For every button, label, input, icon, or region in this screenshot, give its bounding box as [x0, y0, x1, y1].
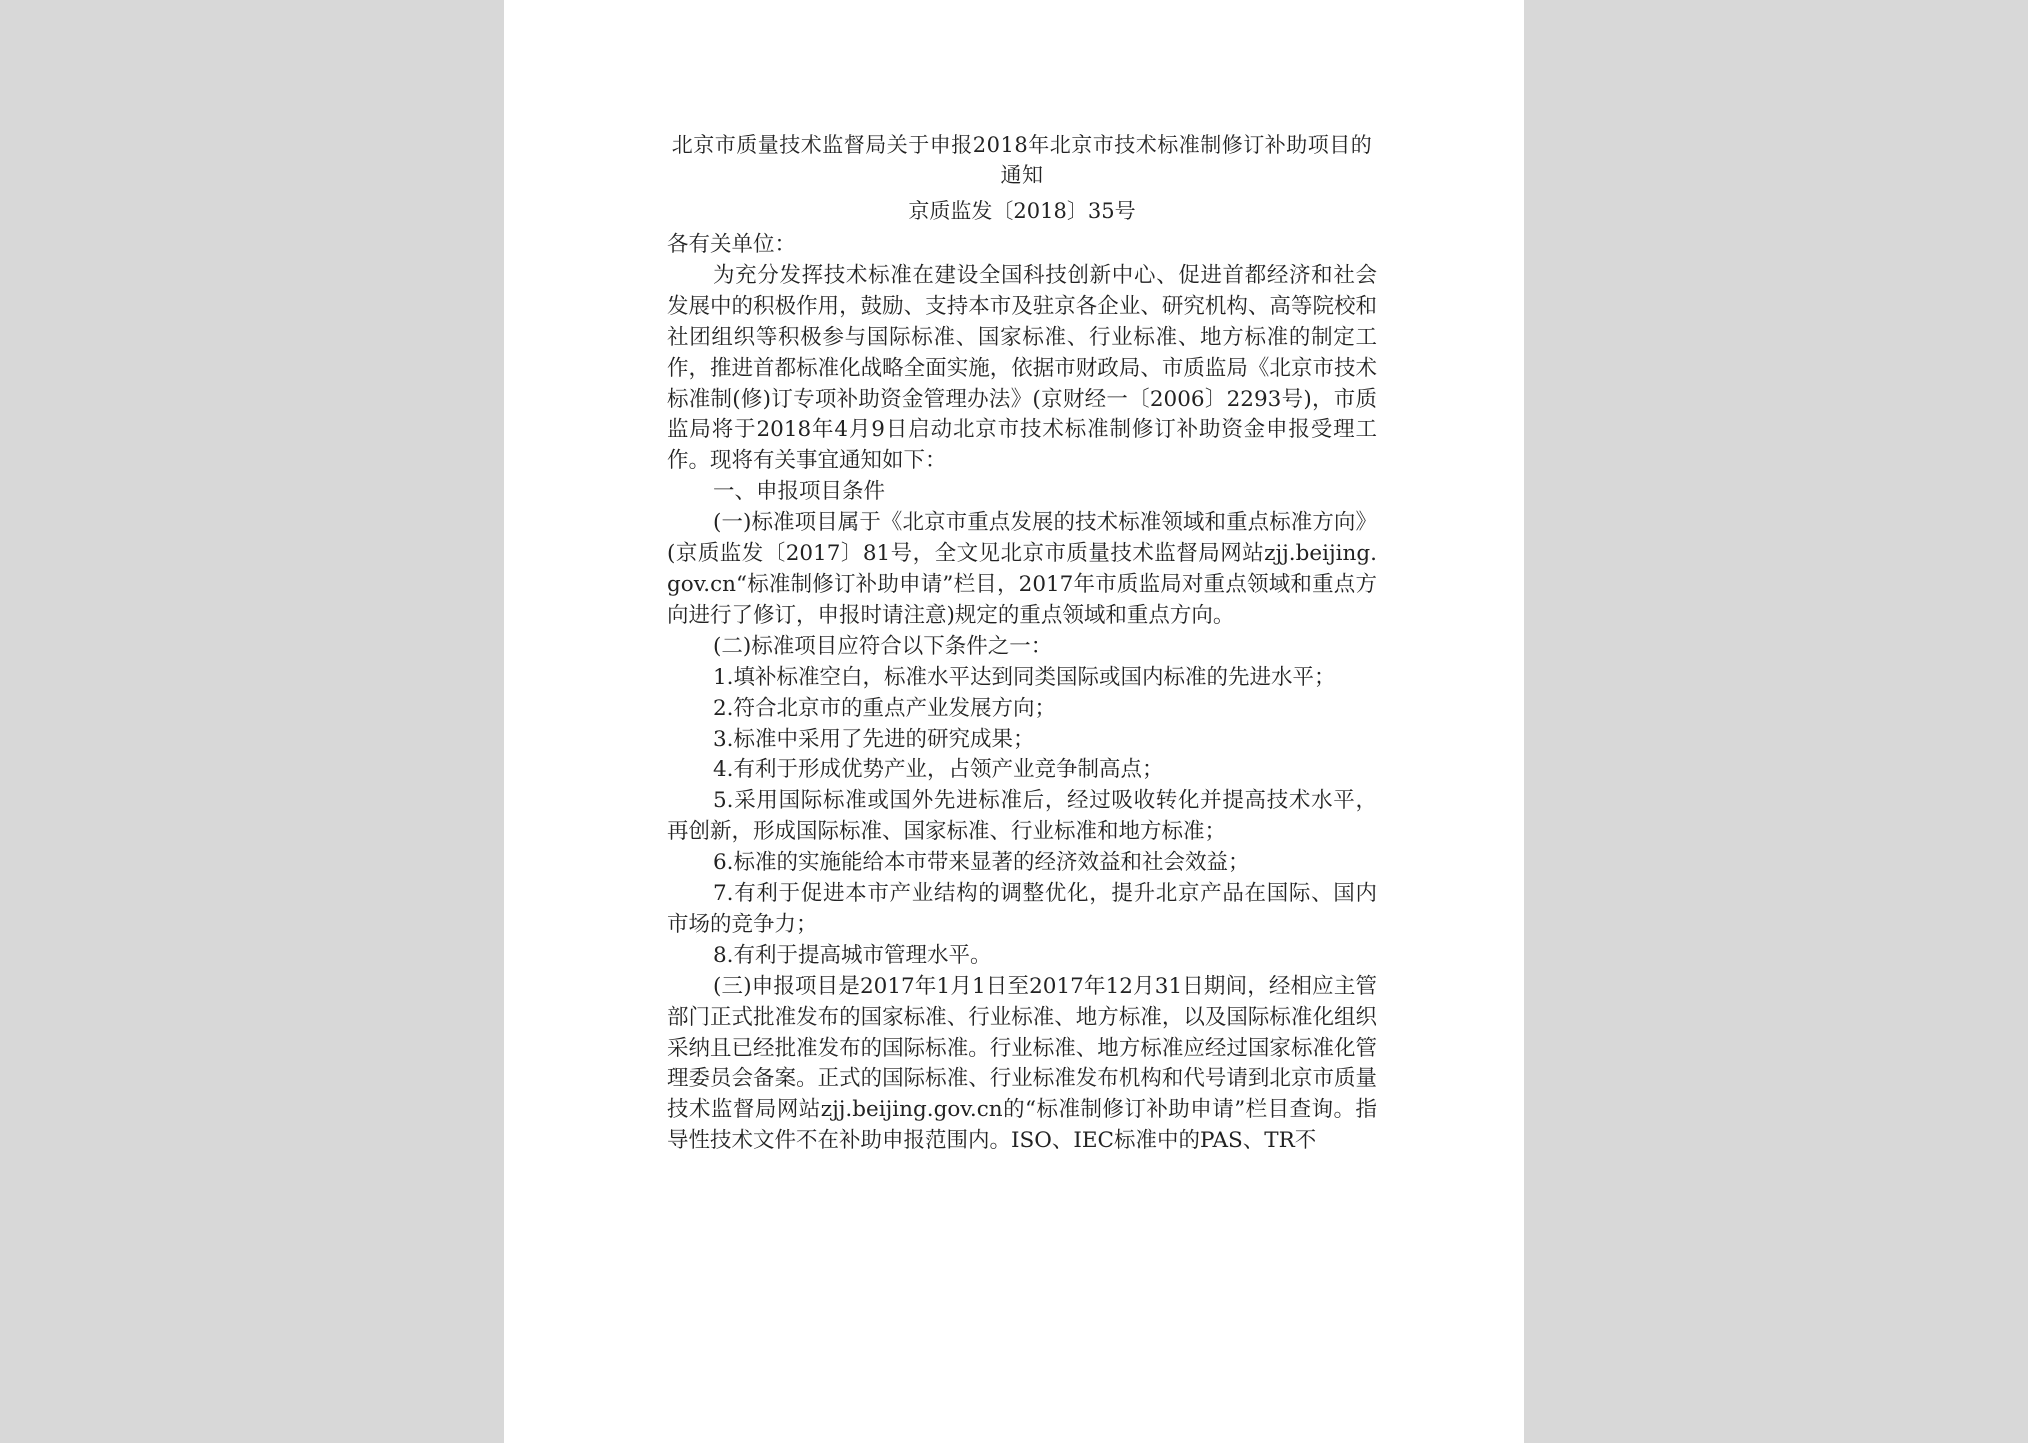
list-item: 1.填补标准空白，标准水平达到同类国际或国内标准的先进水平；: [713, 664, 1336, 690]
paragraph-condition-3: (三)申报项目是2017年1月1日至2017年12月31日期间，经相应主管部门正式批准发布的国家标准、行业标准、地方标准，以及国际标准化组织采纳且已经批准发布的国际标准。行业标准、地方标准应经过国家标准化管理委员会备案。正式的国际标准、行业标准发布机构和代号请到北京市质量技术监督局网站zjj.beijing.gov.cn的“标准制修订补助申请”栏目查询。指导性技术文件不在补助申报范围内。ISO、IEC标准中的PAS、TR不: [667, 973, 1377, 1154]
paragraph-condition-2: (二)标准项目应符合以下条件之一：: [713, 633, 1053, 659]
document-page: [504, 0, 1524, 1443]
list-item: 3.标准中采用了先进的研究成果；: [713, 726, 1035, 752]
list-item: 4.有利于形成优势产业，占领产业竞争制高点；: [713, 757, 1164, 783]
list-item: 8.有利于提高城市管理水平。: [713, 942, 992, 968]
list-item: 6.标准的实施能给本市带来显著的经济效益和社会效益；: [713, 850, 1250, 876]
section-heading-conditions: 一、申报项目条件: [713, 479, 886, 505]
paragraph-intro: 为充分发挥技术标准在建设全国科技创新中心、促进首都经济和社会发展中的积极作用，鼓励、支持本市及驻京各企业、研究机构、高等院校和社团组织等积极参与国际标准、国家标准、行业标准、地方标准的制定工作，推进首都标准化战略全面实施，依据市财政局、市质监局《北京市技术标准制(修)订专项补助资金管理办法》(京财经一〔2006〕2293号)，市质监局将于2018年4月9日启动北京市技术标准制修订补助资金申报受理工作。现将有关事宜通知如下：: [667, 262, 1377, 474]
paragraph-condition-1: (一)标准项目属于《北京市重点发展的技术标准领域和重点标准方向》(京质监发〔2017〕81号，全文见北京市质量技术监督局网站zjj.beijing.gov.cn“标准制修订补助申请”栏目，2017年市质监局对重点领域和重点方向进行了修订，申报时请注意)规定的重点领域和重点方向。: [667, 510, 1377, 628]
document-title: 北京市质量技术监督局关于申报2018年北京市技术标准制修订补助项目的通知: [671, 133, 1373, 187]
document-number: 京质监发〔2018〕35号: [908, 199, 1136, 223]
list-item: 7.有利于促进本市产业结构的调整优化，提升北京产品在国际、国内市场的竞争力；: [667, 881, 1377, 937]
list-item: 5.采用国际标准或国外先进标准后，经过吸收转化并提高技术水平，再创新，形成国际标准、国家标准、行业标准和地方标准；: [667, 788, 1377, 845]
list-item: 2.符合北京市的重点产业发展方向；: [713, 695, 1057, 721]
document-body: [667, 130, 1377, 1157]
salutation: 各有关单位：: [667, 232, 797, 257]
